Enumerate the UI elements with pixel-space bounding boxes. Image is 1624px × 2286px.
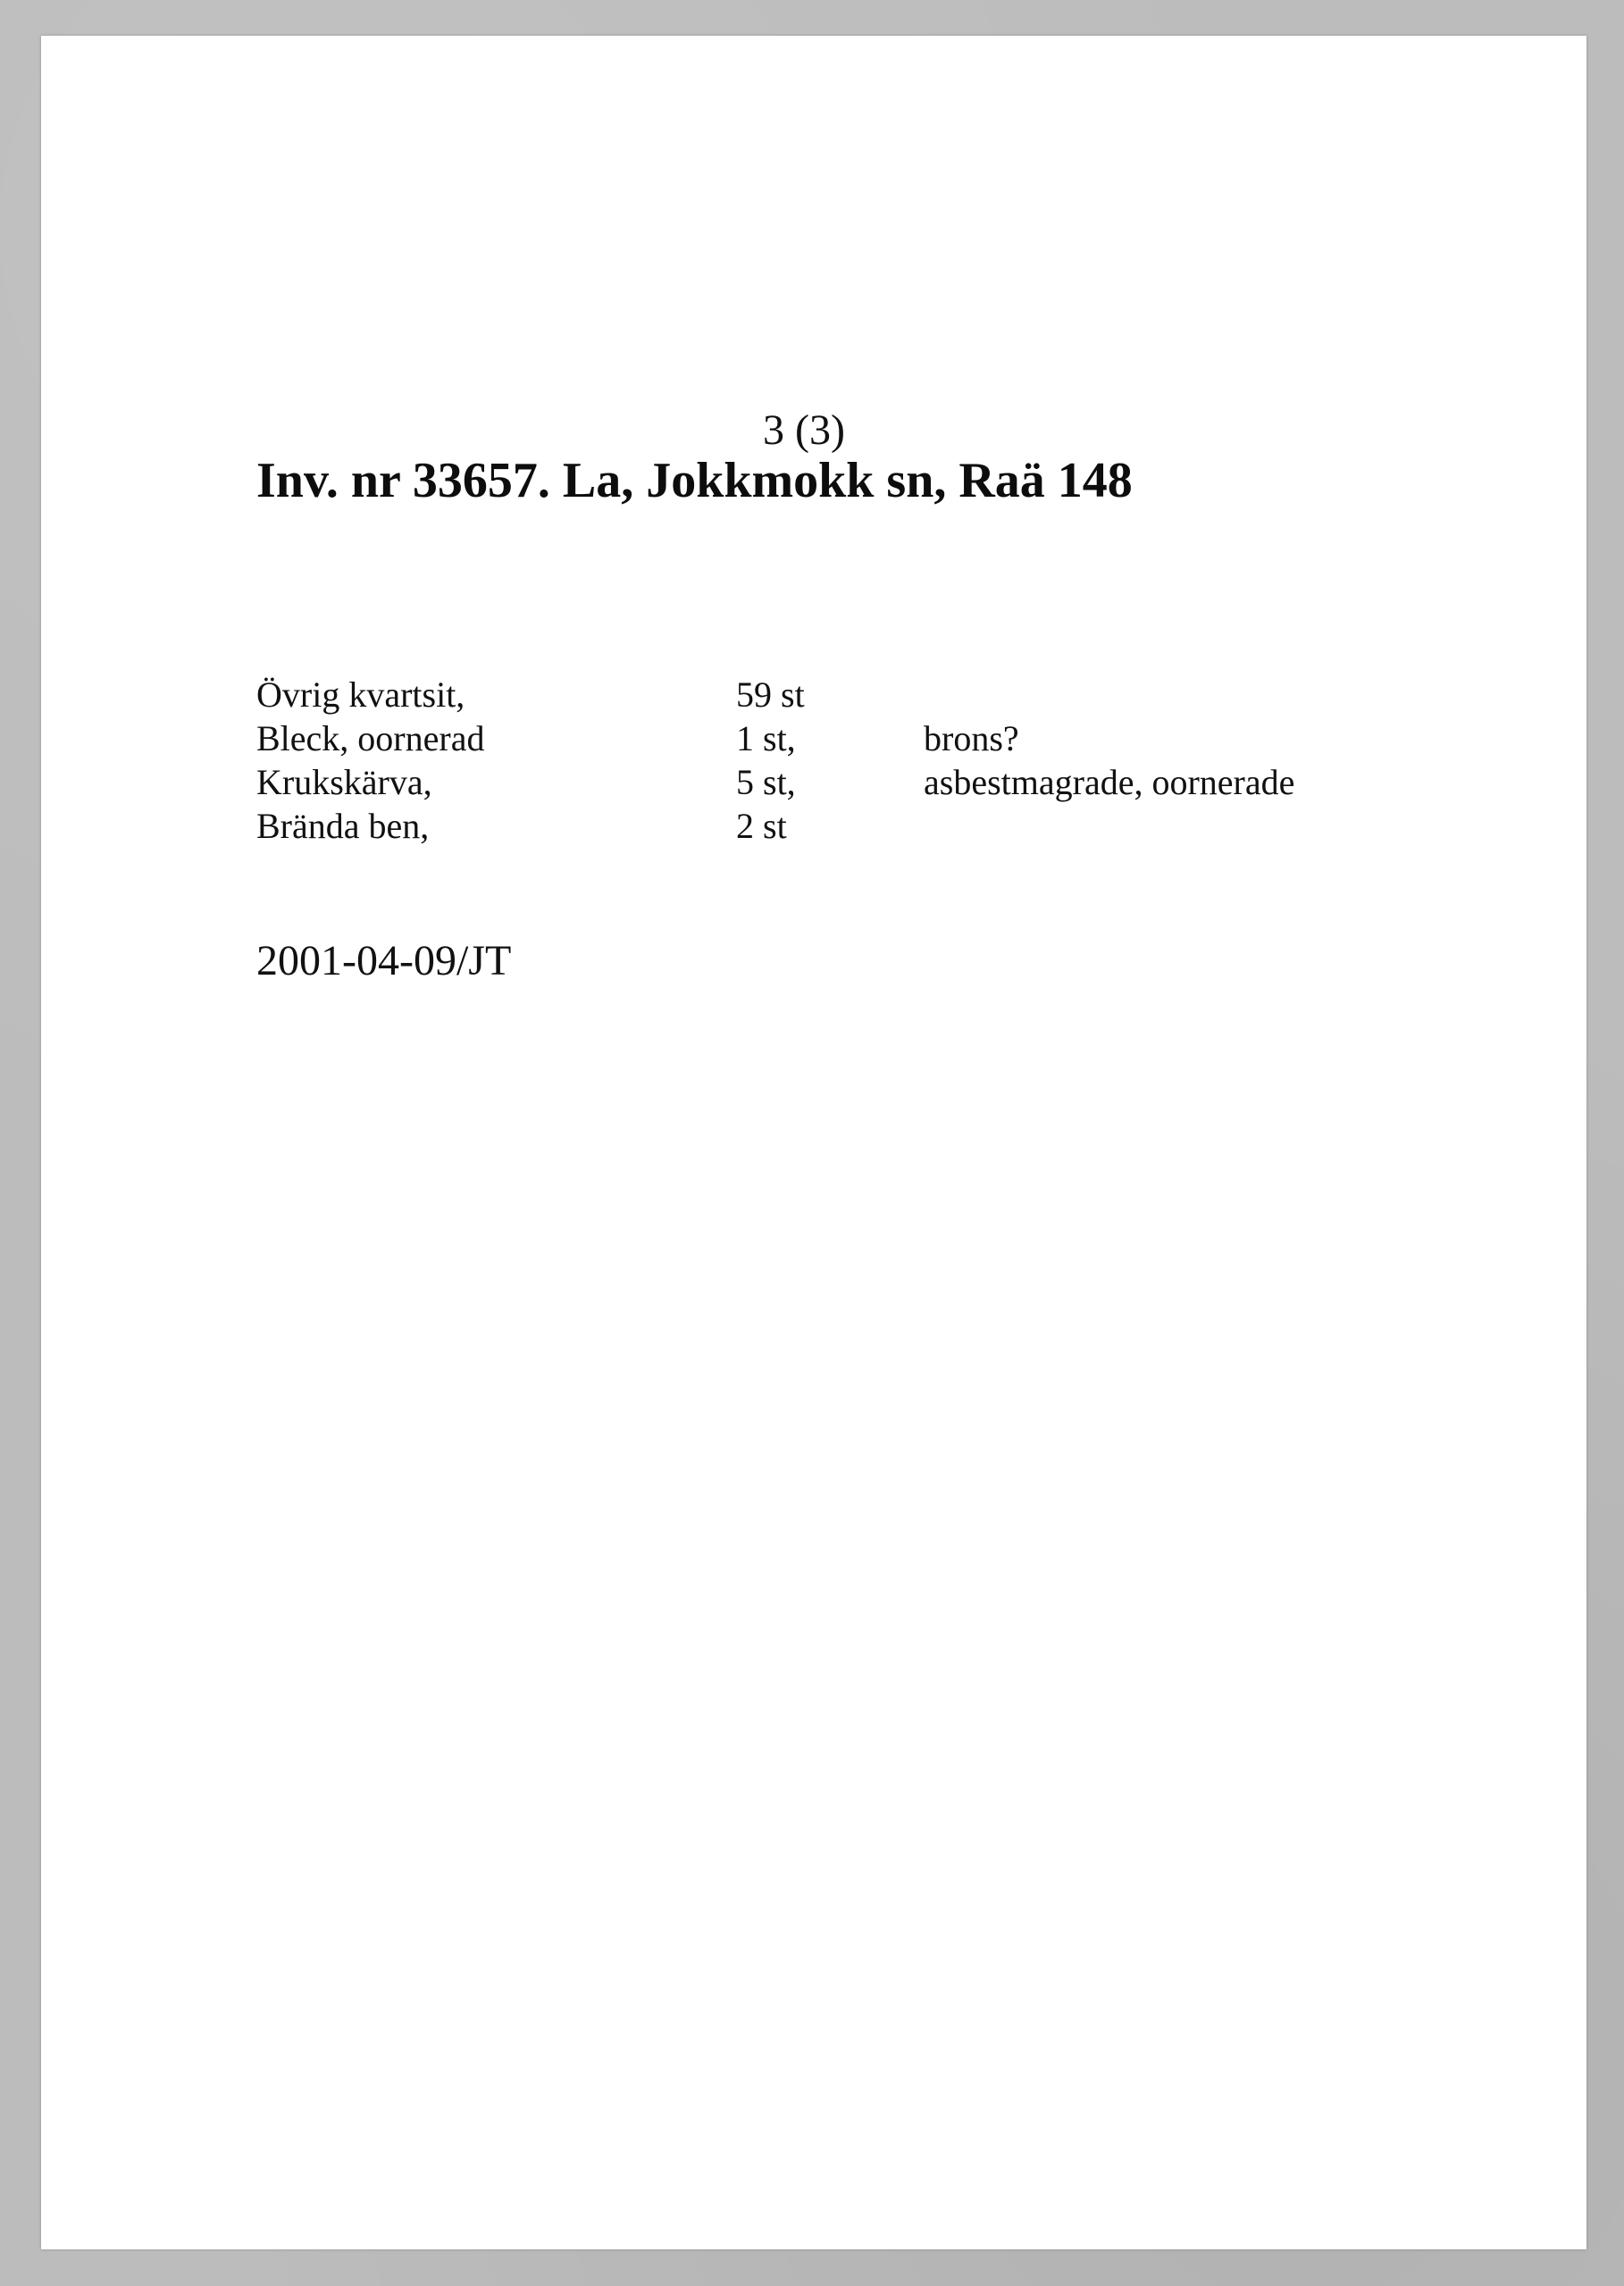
item-note: asbestmagrade, oornerade — [924, 762, 1295, 802]
list-item — [256, 674, 1328, 717]
list-item — [256, 805, 1328, 849]
item-name: Krukskärva, — [256, 762, 432, 802]
document-page — [41, 36, 1586, 2249]
list-item — [256, 761, 1328, 805]
document-title: Inv. nr 33657. La, Jokkmokk sn, Raä 148 — [256, 453, 1133, 508]
list-item — [256, 717, 1328, 761]
item-name: Bleck, oornerad — [256, 718, 485, 758]
item-count: 5 st, — [736, 762, 796, 802]
date-signature: 2001-04-09/JT — [256, 937, 512, 984]
item-count: 1 st, — [736, 718, 796, 758]
item-list — [256, 674, 1328, 849]
item-name: Brända ben, — [256, 806, 430, 846]
page-number-text: 3 (3) — [763, 406, 845, 454]
item-note: brons? — [924, 718, 1019, 758]
item-count: 59 st — [736, 674, 805, 715]
page-number — [41, 406, 1586, 455]
item-count: 2 st — [736, 806, 787, 846]
item-name: Övrig kvartsit, — [256, 674, 465, 715]
